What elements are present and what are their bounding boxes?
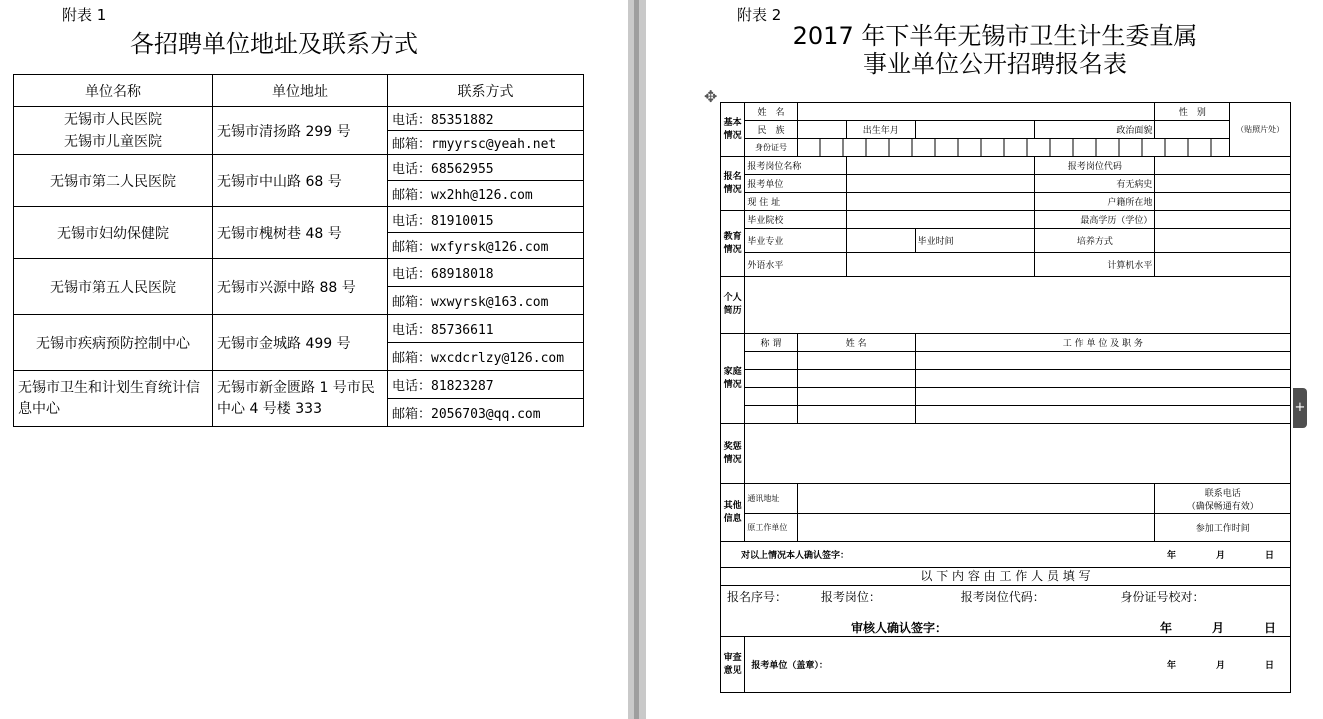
- confirm-date: 年 月 日: [1166, 551, 1274, 561]
- field-major[interactable]: [846, 229, 915, 253]
- label-family-name: 姓 名: [797, 334, 915, 352]
- section-award: 奖惩情况: [721, 424, 745, 484]
- unit-name: 无锡市第五人民医院: [14, 259, 213, 315]
- unit-email: 邮箱：wxwyrsk@163.com: [388, 287, 584, 315]
- unit-address: 无锡市清扬路 299 号: [213, 107, 388, 155]
- header-contact: 联系方式: [388, 75, 584, 107]
- family-cell[interactable]: [797, 352, 915, 370]
- table-row: [14, 315, 584, 343]
- unit-name: 无锡市疾病预防控制中心: [14, 315, 213, 371]
- unit-address: 无锡市新金匮路 1 号市民中心 4 号楼 333: [213, 371, 388, 427]
- field-mail-address[interactable]: [797, 484, 1155, 514]
- field-post-name[interactable]: [846, 157, 1034, 175]
- unit-email: 邮箱：wx2hh@126.com: [388, 181, 584, 207]
- section-edu: 教育情况: [721, 211, 745, 277]
- unit-phone: 电话：81823287: [388, 371, 584, 399]
- page-title-2: [760, 22, 1230, 78]
- section-other: 其他信息: [721, 484, 745, 542]
- field-computer[interactable]: [1155, 253, 1291, 277]
- field-orig-unit[interactable]: [797, 514, 1155, 542]
- label-name: 姓 名: [745, 103, 797, 121]
- field-resume[interactable]: [745, 277, 1291, 334]
- header-address: 单位地址: [213, 75, 388, 107]
- label-idno: 身份证号: [745, 139, 797, 157]
- family-cell[interactable]: [745, 370, 797, 388]
- page-title-1: 各招聘单位地址及联系方式: [130, 30, 418, 58]
- unit-name: 无锡市第二人民医院: [14, 155, 213, 207]
- family-cell[interactable]: [797, 406, 915, 424]
- label-work: 工 作 单 位 及 职 务: [915, 334, 1290, 352]
- label-school: 毕业院校: [745, 211, 847, 229]
- label-major: 毕业专业: [745, 229, 847, 253]
- label-politics: 政治面貌: [1035, 121, 1155, 139]
- field-foreign[interactable]: [846, 253, 1034, 277]
- header-unit: 单位名称: [14, 75, 213, 107]
- unit-email: 邮箱：rmyyrsc@yeah.net: [388, 131, 584, 155]
- field-degree[interactable]: [1155, 211, 1291, 229]
- label-illness: 有无病史: [1035, 175, 1155, 193]
- annex-label-1: 附表 1: [62, 6, 107, 24]
- field-name[interactable]: [797, 103, 1155, 121]
- field-ethnic[interactable]: [797, 121, 846, 139]
- unit-email: 邮箱：2056703@qq.com: [388, 399, 584, 427]
- label-address: 现 住 址: [745, 193, 847, 211]
- field-post-code[interactable]: [1155, 157, 1291, 175]
- family-cell[interactable]: [745, 352, 797, 370]
- table-move-handle-icon[interactable]: ✥: [704, 87, 718, 106]
- staff-section: [721, 568, 1291, 637]
- label-unit: 报考单位: [745, 175, 847, 193]
- label-post-code: 报考岗位代码: [1035, 157, 1155, 175]
- add-row-icon[interactable]: +: [1293, 388, 1307, 428]
- label-foreign: 外语水平: [745, 253, 847, 277]
- section-resume: 个人简历: [721, 277, 745, 334]
- label-contact: 联系电话 （确保畅通有效）: [1155, 484, 1291, 514]
- unit-name: 无锡市妇幼保健院: [14, 207, 213, 259]
- field-hukou[interactable]: [1155, 193, 1291, 211]
- field-politics[interactable]: [1155, 121, 1230, 139]
- stamp-date: 年 月 日: [1166, 661, 1274, 671]
- label-birth: 出生年月: [846, 121, 915, 139]
- table-row: [14, 107, 584, 131]
- family-cell[interactable]: [745, 406, 797, 424]
- table-row: [14, 259, 584, 287]
- family-cell[interactable]: [745, 388, 797, 406]
- field-birth[interactable]: [915, 121, 1035, 139]
- contact-table: [13, 74, 584, 427]
- label-orig-unit: 原工作单位: [745, 514, 797, 542]
- section-apply: 报名情况: [721, 157, 745, 211]
- photo-placeholder: （贴照片处）: [1230, 103, 1291, 157]
- unit-phone: 电话：68918018: [388, 259, 584, 287]
- label-hukou: 户籍所在地: [1035, 193, 1155, 211]
- stamp-label: 报考单位（盖章）：: [751, 661, 828, 671]
- section-review: 审查意见: [721, 637, 745, 693]
- reviewer-line: 审核人确认签字： 年 月 日: [851, 621, 1276, 635]
- table-row: [14, 207, 584, 233]
- reg-line: 报名序号： 报考岗位： 报考岗位代码： 身份证号校对：: [727, 590, 1205, 604]
- table-row: [14, 371, 584, 399]
- staff-fill-label: 以 下 内 容 由 工 作 人 员 填 写: [721, 568, 1290, 586]
- field-school[interactable]: [846, 211, 1034, 229]
- unit-email: 邮箱：wxcdcrlzy@126.com: [388, 343, 584, 371]
- field-training[interactable]: [1155, 229, 1291, 253]
- family-cell[interactable]: [915, 370, 1290, 388]
- section-family: 家庭情况: [721, 334, 745, 424]
- label-mail-address: 通讯地址: [745, 484, 797, 514]
- annex-label-2: 附表 2: [737, 6, 782, 24]
- unit-address: 无锡市中山路 68 号: [213, 155, 388, 207]
- field-unit[interactable]: [846, 175, 1034, 193]
- table-row: [14, 155, 584, 181]
- label-training: 培养方式: [1035, 229, 1155, 253]
- family-cell[interactable]: [797, 370, 915, 388]
- review-row: [745, 637, 1291, 693]
- title-line-2: 事业单位公开招聘报名表: [863, 50, 1127, 78]
- family-cell[interactable]: [797, 388, 915, 406]
- unit-phone: 电话：81910015: [388, 207, 584, 233]
- unit-phone: 电话：68562955: [388, 155, 584, 181]
- label-grad-time: 毕业时间: [915, 229, 1035, 253]
- family-cell[interactable]: [915, 406, 1290, 424]
- unit-address: 无锡市兴源中路 88 号: [213, 259, 388, 315]
- label-computer: 计算机水平: [1035, 253, 1155, 277]
- application-form: [720, 102, 1291, 693]
- unit-address: 无锡市槐树巷 48 号: [213, 207, 388, 259]
- label-ethnic: 民 族: [745, 121, 797, 139]
- unit-email: 邮箱：wxfyrsk@126.com: [388, 233, 584, 259]
- field-idno[interactable]: [797, 139, 1230, 157]
- family-cell[interactable]: [915, 352, 1290, 370]
- field-address[interactable]: [846, 193, 1034, 211]
- label-relation: 称 谓: [745, 334, 797, 352]
- label-work-time: 参加工作时间: [1155, 514, 1291, 542]
- confirm-label: 对以上情况本人确认签字：: [741, 551, 850, 561]
- label-degree: 最高学历（学位）: [1035, 211, 1155, 229]
- title-line-1: 2017 年下半年无锡市卫生计生委直属: [792, 22, 1198, 50]
- unit-address: 无锡市金城路 499 号: [213, 315, 388, 371]
- label-post-name: 报考岗位名称: [745, 157, 847, 175]
- family-cell[interactable]: [915, 388, 1290, 406]
- field-illness[interactable]: [1155, 175, 1291, 193]
- unit-phone: 电话：85351882: [388, 107, 584, 131]
- field-award[interactable]: [745, 424, 1291, 484]
- page-divider: [634, 0, 639, 719]
- unit-name: 无锡市人民医院 无锡市儿童医院: [14, 107, 213, 155]
- unit-phone: 电话：85736611: [388, 315, 584, 343]
- confirm-row: [721, 542, 1291, 568]
- unit-name: 无锡市卫生和计划生育统计信息中心: [14, 371, 213, 427]
- label-gender: 性 别: [1155, 103, 1230, 121]
- section-basic: 基本情况: [721, 103, 745, 157]
- table-header-row: [14, 75, 584, 107]
